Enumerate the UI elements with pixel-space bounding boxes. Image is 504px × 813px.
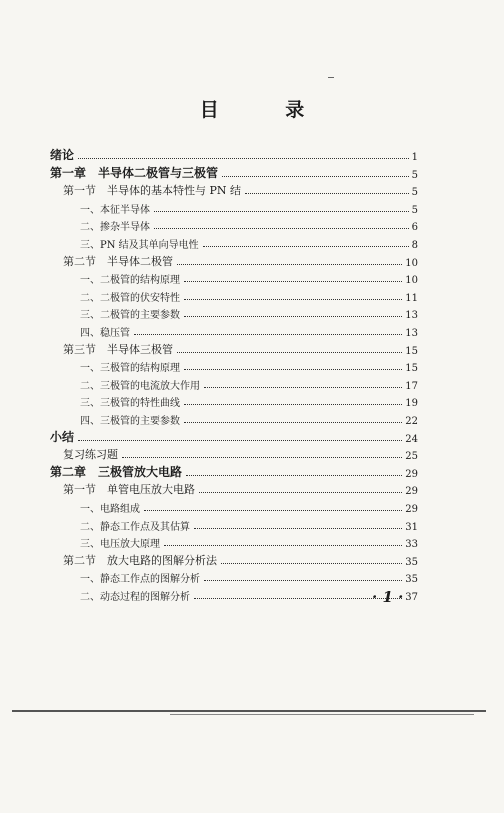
- scan-mark: [328, 77, 334, 78]
- dot-leader: [184, 369, 402, 370]
- toc-entry-page: 13: [405, 328, 418, 339]
- toc-entry: [80, 497, 418, 515]
- dot-leader: [184, 316, 402, 317]
- toc-entry-title: 第二章 三极管放大电路: [50, 464, 183, 479]
- toc-entry: [63, 251, 418, 269]
- toc-entry: [80, 198, 418, 216]
- toc-entry-page: 22: [405, 416, 418, 427]
- toc-entry: [80, 321, 418, 339]
- toc-entry-page: 8: [411, 240, 418, 251]
- toc-entry-title: 复习练习题: [63, 448, 118, 462]
- dot-leader: [78, 440, 402, 441]
- dot-leader: [194, 528, 402, 529]
- toc-entry-page: 31: [405, 521, 418, 533]
- toc-entry-page: 13: [405, 310, 418, 322]
- toc-entry-page: 15: [405, 345, 418, 357]
- toc-entry: [50, 427, 418, 445]
- page-number: · 1 ·: [372, 588, 404, 606]
- toc-entry-title: 二、动态过程的图解分析: [80, 592, 190, 603]
- dot-leader: [78, 158, 409, 159]
- toc-entry: [80, 409, 418, 427]
- toc-entry-title: 绪论: [50, 148, 75, 162]
- toc-entry-title: 一、二极管的结构原理: [80, 275, 180, 287]
- dot-leader: [199, 492, 402, 493]
- toc-entry-page: 33: [405, 539, 418, 551]
- dot-leader: [184, 299, 402, 300]
- dot-leader: [164, 545, 402, 546]
- toc-entry: [63, 550, 418, 568]
- toc-entry-title: 一、电路组成: [80, 504, 140, 515]
- toc-entry-title: 二、静态工作点及其估算: [80, 521, 190, 533]
- toc-entry-page: 24: [405, 433, 418, 445]
- toc-entry: [63, 339, 418, 357]
- toc-entry-title: 第一章 半导体二极管与三极管: [50, 165, 219, 180]
- toc-entry-title: 三、三极管的特性曲线: [80, 398, 180, 410]
- toc-entry-title: 一、三极管的结构原理: [80, 363, 180, 375]
- toc-entry-page: 1: [411, 152, 418, 163]
- toc-entry-title: 第二节 放大电路的图解分析法: [63, 553, 217, 567]
- toc-entry-title: 第一节 单管电压放大电路: [63, 483, 195, 497]
- dot-leader: [154, 228, 409, 229]
- toc-entry: [63, 180, 418, 198]
- bottom-rule-thin: [170, 714, 474, 715]
- toc-entry: [80, 532, 418, 550]
- toc-entry: [80, 215, 418, 233]
- toc-entry-page: 35: [405, 556, 418, 568]
- toc-entry: [80, 515, 418, 533]
- toc-entry: [80, 356, 418, 374]
- toc-entry-page: 37: [405, 592, 418, 603]
- toc-entry-title: 四、稳压管: [80, 328, 130, 339]
- toc-entry-page: 17: [405, 380, 418, 392]
- toc-entry-page: 25: [405, 451, 418, 463]
- toc-entry: [50, 462, 418, 480]
- toc-entry: [80, 391, 418, 409]
- toc-entry-page: 10: [405, 257, 418, 269]
- dot-leader: [222, 176, 409, 177]
- toc-entry: [80, 303, 418, 321]
- toc-entry: [80, 286, 418, 304]
- dot-leader: [144, 510, 402, 511]
- toc-entry: [50, 145, 418, 163]
- toc-entry-title: 三、二极管的主要参数: [80, 310, 180, 322]
- dot-leader: [221, 563, 402, 564]
- toc-entry-page: 19: [405, 398, 418, 410]
- toc-entry: [63, 479, 418, 497]
- toc-entry-page: 6: [411, 222, 418, 234]
- dot-leader: [154, 211, 409, 212]
- toc-entry: [50, 163, 418, 181]
- toc-entry-title: 一、本征半导体: [80, 204, 150, 216]
- toc-entry-page: 5: [411, 169, 418, 181]
- toc-entry-title: 四、三极管的主要参数: [80, 416, 180, 427]
- toc-entry-title: 二、掺杂半导体: [80, 222, 150, 234]
- toc-entry-title: 三、PN 结及其单向导电性: [80, 240, 199, 251]
- toc-entry-title: 二、二极管的伏安特性: [80, 292, 180, 304]
- toc-entry-title: 第三节 半导体三极管: [63, 342, 173, 356]
- toc-entry-page: 5: [411, 187, 418, 199]
- toc-entry: [80, 585, 418, 603]
- toc-entry-page: 5: [411, 204, 418, 216]
- toc-entry-page: 11: [405, 292, 418, 304]
- dot-leader: [245, 193, 409, 194]
- dot-leader: [184, 404, 402, 405]
- toc-entry-title: 三、电压放大原理: [80, 539, 160, 551]
- toc-entry: [63, 444, 418, 462]
- dot-leader: [122, 457, 402, 458]
- toc-entry-page: 35: [405, 574, 418, 586]
- bottom-rule: [12, 710, 486, 712]
- toc-entry: [80, 233, 418, 251]
- dot-leader: [204, 580, 402, 581]
- toc-entry-page: 15: [405, 363, 418, 375]
- toc-entry-title: 第二节 半导体二极管: [63, 254, 173, 268]
- dot-leader: [177, 264, 402, 265]
- dot-leader: [203, 246, 409, 247]
- dot-leader: [204, 387, 402, 388]
- dot-leader: [177, 352, 402, 353]
- toc-entry-page: 10: [405, 275, 418, 287]
- toc-entry-page: 29: [405, 504, 418, 515]
- dot-leader: [134, 334, 402, 335]
- toc-entry-title: 第一节 半导体的基本特性与 PN 结: [63, 184, 242, 198]
- toc-entry-title: 二、三极管的电流放大作用: [80, 380, 200, 392]
- page-title: 目 录: [199, 99, 335, 121]
- toc-entry-title: 一、静态工作点的图解分析: [80, 574, 200, 586]
- toc-entry-page: 29: [405, 486, 418, 498]
- dot-leader: [186, 475, 402, 476]
- dot-leader: [184, 281, 402, 282]
- toc-entry-page: 29: [405, 468, 418, 480]
- toc-entry: [80, 567, 418, 585]
- toc-entry-title: 小结: [50, 429, 75, 444]
- toc-entry: [80, 268, 418, 286]
- dot-leader: [184, 422, 402, 423]
- toc-entry: [80, 374, 418, 392]
